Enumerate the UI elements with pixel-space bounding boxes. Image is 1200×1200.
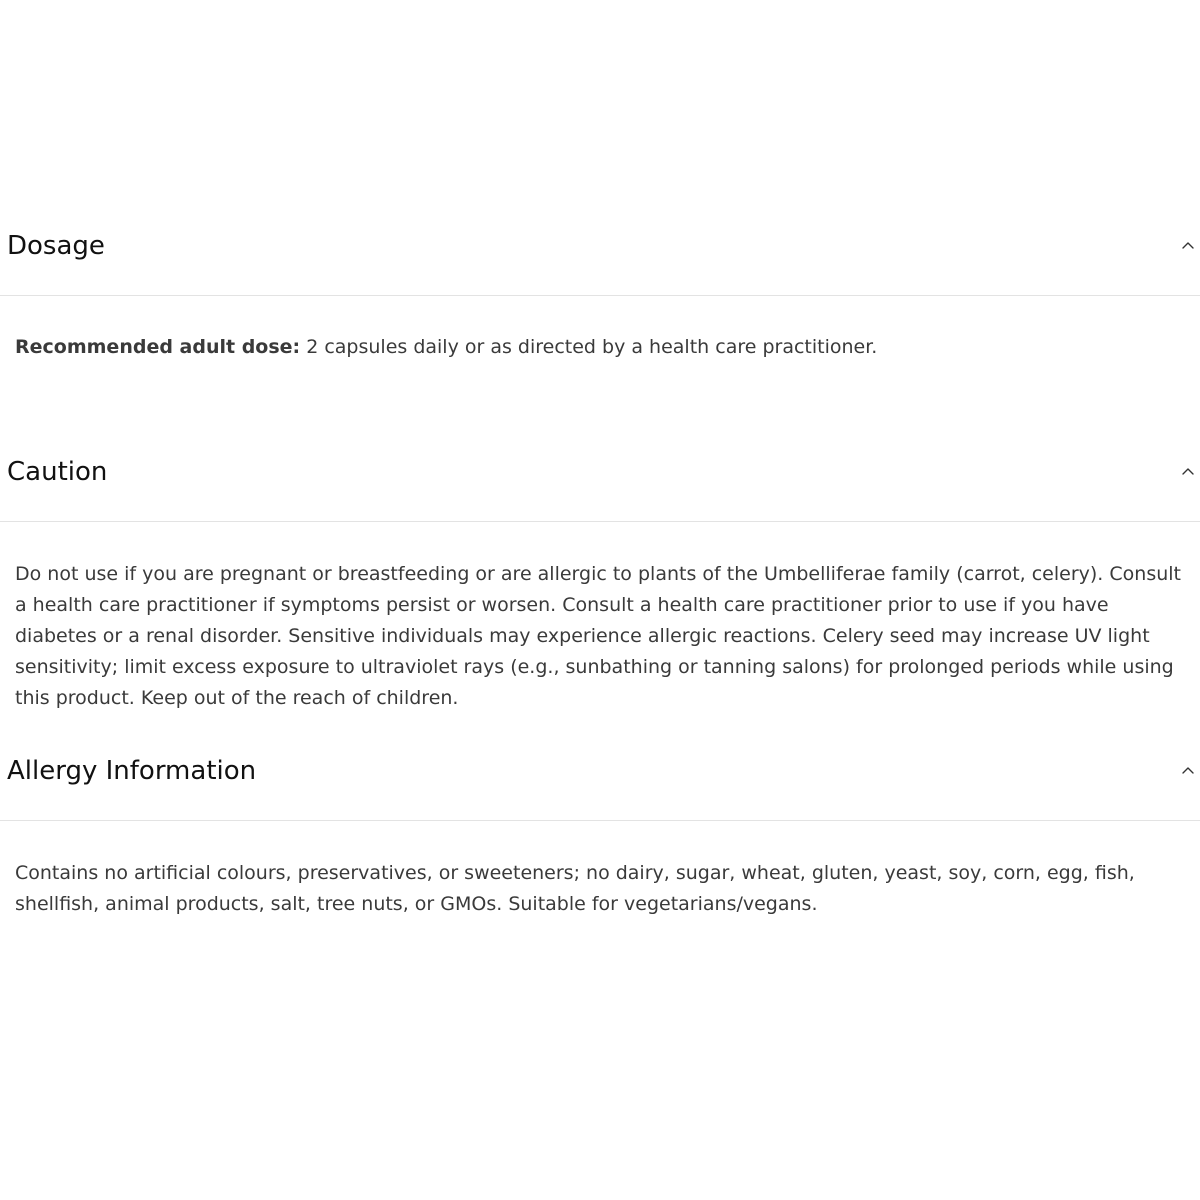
chevron-up-icon[interactable] (1180, 237, 1196, 253)
dosage-section (0, 208, 1200, 434)
allergy-text: Contains no artificial colours, preservatives, or sweeteners; no dairy, sugar, wheat, gluten, yeast, soy, corn, egg, fish, shellfish, animal products, salt, tree nuts, or GMOs. Suitable for vegetarians/vegans. (15, 862, 1135, 915)
caution-text: Do not use if you are pregnant or breastfeeding or are allergic to plants of the Umbelliferae family (carrot, celery). Consult a health care practitioner if symptoms persist or worsen. Consult a health care practitioner prior to use if you have diabetes or a renal disorder. Sensitive individuals may experience allergic reactions. Celery seed may increase UV light sensitivity; limit excess exposure to ultraviolet rays (e.g., sunbathing or tanning salons) for prolonged periods while using this product. Keep out of the reach of children. (15, 563, 1181, 709)
dosage-text (15, 332, 1192, 363)
dosage-body (0, 296, 1200, 434)
allergy-header[interactable] (0, 733, 1200, 821)
chevron-up-icon[interactable] (1180, 762, 1196, 778)
caution-title: Caution (7, 457, 108, 487)
product-info-accordion (0, 208, 1200, 920)
allergy-body (0, 821, 1200, 920)
dosage-instructions: 2 capsules daily or as directed by a health care practitioner. (300, 336, 878, 358)
caution-header[interactable] (0, 434, 1200, 522)
allergy-title: Allergy Information (7, 756, 257, 786)
chevron-up-icon[interactable] (1180, 463, 1196, 479)
allergy-section (0, 733, 1200, 920)
caution-section (0, 434, 1200, 733)
dosage-lead-label: Recommended adult dose: (15, 336, 301, 358)
caution-body (0, 522, 1200, 733)
dosage-title: Dosage (7, 231, 105, 261)
dosage-header[interactable] (0, 208, 1200, 296)
